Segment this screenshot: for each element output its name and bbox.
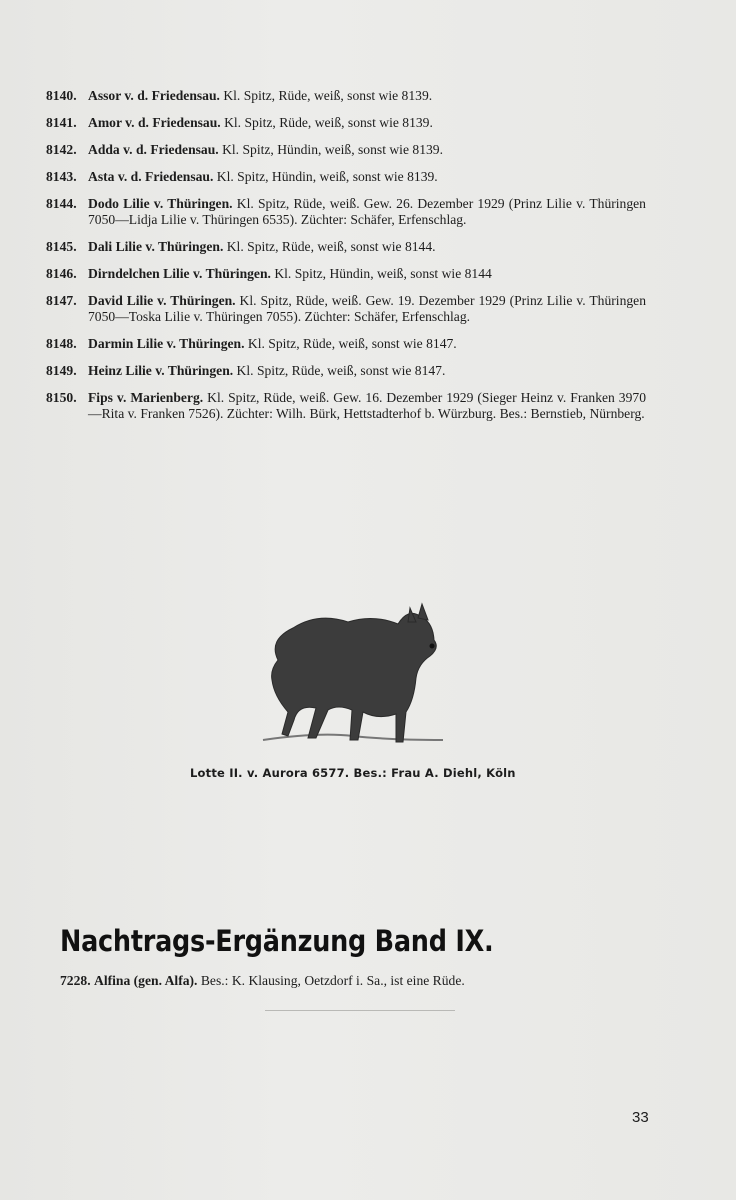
entry-number: 8148. bbox=[46, 336, 77, 351]
entry-name: David Lilie v. Thüringen. bbox=[88, 293, 236, 308]
entry-text: Kl. Spitz, Rüde, weiß, sonst wie 8139. bbox=[220, 115, 433, 130]
entry-number: 8141. bbox=[46, 115, 77, 130]
entry bbox=[46, 266, 646, 282]
entry bbox=[46, 293, 646, 325]
entry-number: 8149. bbox=[46, 363, 77, 378]
entry bbox=[46, 239, 646, 255]
entry-text: Kl. Spitz, Hündin, weiß, sonst wie 8144 bbox=[270, 266, 492, 281]
divider-rule bbox=[265, 1010, 455, 1011]
entry bbox=[46, 115, 646, 131]
entry-name: Dali Lilie v. Thüringen. bbox=[88, 239, 224, 254]
entry-list bbox=[46, 88, 646, 433]
entry bbox=[46, 363, 646, 379]
entry bbox=[46, 169, 646, 185]
entry-name: Amor v. d. Friedensau. bbox=[88, 115, 221, 130]
entry-text: Kl. Spitz, Rüde, weiß, sonst wie 8147. bbox=[244, 336, 457, 351]
entry-text: Kl. Spitz, Hündin, weiß, sonst wie 8139. bbox=[218, 142, 443, 157]
entry-number: 8145. bbox=[46, 239, 77, 254]
supplement-entry bbox=[60, 973, 660, 989]
entry bbox=[46, 88, 646, 104]
entry-text: Kl. Spitz, Rüde, weiß. Gew. 19. Dezember 1929 (Prinz Lilie v. Thüringen 7050—Toska Lilie v. Thüringen 7055). Züchter: Schäfer, Erfenschlag. bbox=[88, 293, 647, 324]
entry bbox=[46, 196, 646, 228]
entry bbox=[46, 336, 646, 352]
entry-number: 8150. bbox=[46, 390, 77, 405]
page-number: 33 bbox=[632, 1109, 649, 1126]
entry-number: 8146. bbox=[46, 266, 77, 281]
entry-text: Kl. Spitz, Rüde, weiß. Gew. 16. Dezember 1929 (Sieger Heinz v. Franken 3970—Rita v. Franken 7526). Züchter: Wilh. Bürk, Hettstadterhof b. Würzburg. Bes.: Bernstieb, Nürnberg. bbox=[88, 390, 646, 421]
entry-name: Adda v. d. Friedensau. bbox=[88, 142, 219, 157]
entry-name: Dirndelchen Lilie v. Thüringen. bbox=[88, 266, 271, 281]
entry-text: Kl. Spitz, Rüde, weiß. Gew. 26. Dezember 1929 (Prinz Lilie v. Thüringen 7050—Lidja Lilie v. Thüringen 6535). Züchter: Schäfer, Erfenschlag. bbox=[88, 196, 646, 227]
entry-number: 7228. bbox=[60, 973, 91, 988]
entry-name: Asta v. d. Friedensau. bbox=[88, 169, 214, 184]
entry-number: 8144. bbox=[46, 196, 77, 211]
entry-number: 8140. bbox=[46, 88, 77, 103]
entry-text: Kl. Spitz, Rüde, weiß, sonst wie 8139. bbox=[219, 88, 433, 103]
entry-name: Fips v. Marienberg. bbox=[88, 390, 204, 405]
entry-name: Heinz Lilie v. Thüringen. bbox=[88, 363, 234, 378]
entry-text: Kl. Spitz, Rüde, weiß, sonst wie 8147. bbox=[233, 363, 446, 378]
entry bbox=[46, 390, 646, 422]
supplement-heading: Nachtrags-Ergänzung Band IX. bbox=[60, 924, 494, 958]
entry-name: Assor v. d. Friedensau. bbox=[88, 88, 220, 103]
spitz-dog-photo bbox=[258, 600, 448, 752]
entry-text: Bes.: K. Klausing, Oetzdorf i. Sa., ist eine Rüde. bbox=[197, 973, 465, 988]
entry bbox=[46, 142, 646, 158]
photo-caption: Lotte II. v. Aurora 6577. Bes.: Frau A. Diehl, Köln bbox=[190, 766, 516, 780]
entry-name: Dodo Lilie v. Thüringen. bbox=[88, 196, 233, 211]
entry-text: Kl. Spitz, Rüde, weiß, sonst wie 8144. bbox=[223, 239, 436, 254]
entry-name: Darmin Lilie v. Thüringen. bbox=[88, 336, 245, 351]
entry-number: 8147. bbox=[46, 293, 77, 308]
entry-text: Kl. Spitz, Hündin, weiß, sonst wie 8139. bbox=[213, 169, 438, 184]
entry-number: 8142. bbox=[46, 142, 77, 157]
entry-number: 8143. bbox=[46, 169, 77, 184]
entry-name: Alfina (gen. Alfa). bbox=[94, 973, 198, 988]
